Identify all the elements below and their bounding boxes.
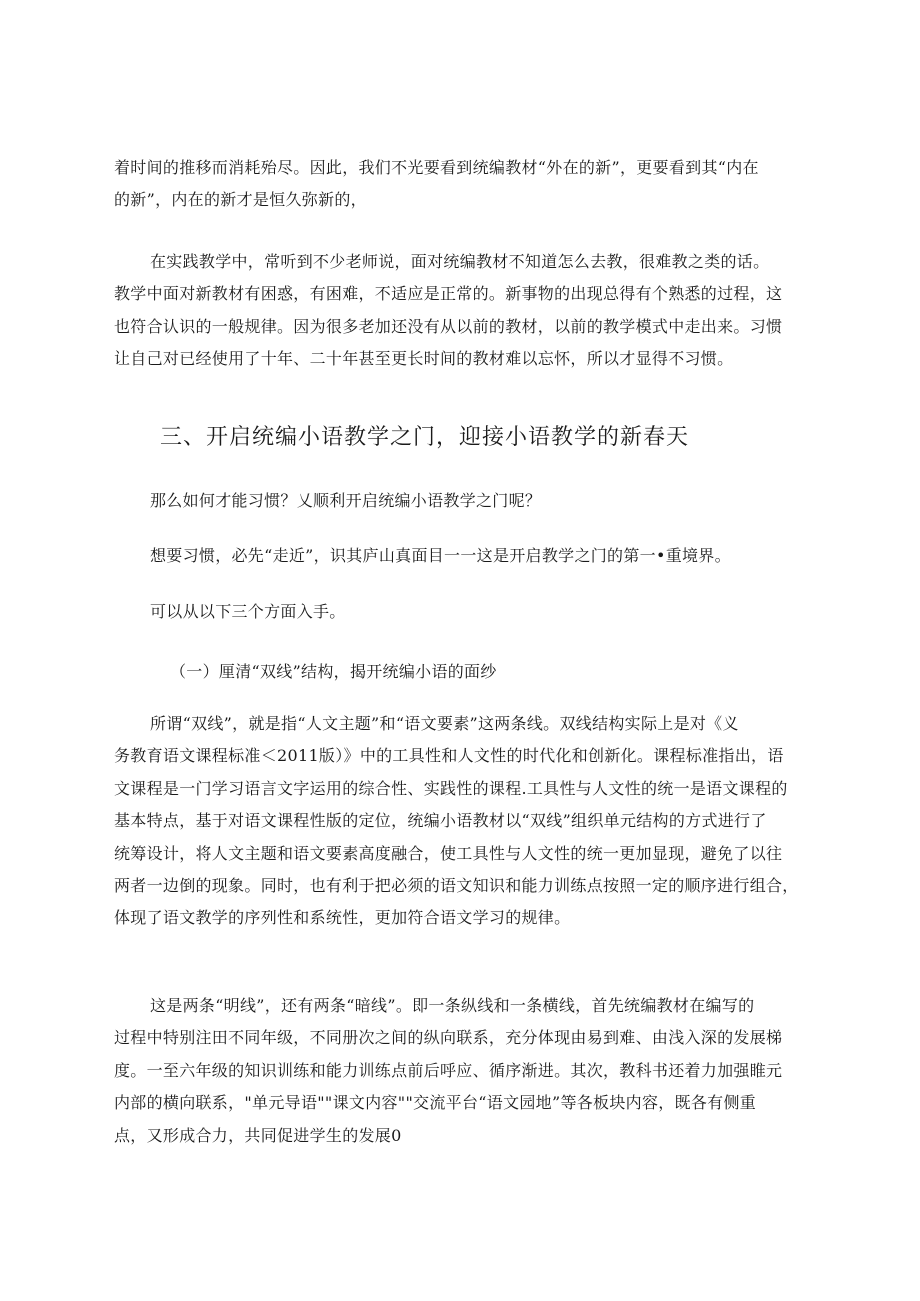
- paragraph-4: [114, 990, 824, 1152]
- paragraph-3-line-5: 统筹设计，将人文主题和语文要素高度融合，使工具性与人文性的统一更加显现，避免了以往: [114, 843, 783, 863]
- paragraph-4-line-4: 内部的横向联系，"单元导语""课文内容""交流平台“语文园地”等各板块内容，既各有侧重: [114, 1093, 757, 1113]
- paragraph-3-line-7: 体现了语文教学的序列性和系统性，更加符合语文学习的规律。: [114, 908, 571, 928]
- aspects-line: 可以从以下三个方面入手。: [150, 602, 346, 621]
- paragraph-1: [114, 152, 824, 217]
- paragraph-3: [114, 708, 824, 935]
- paragraph-1-line-2: 的新”，内在的新才是恒久弥新的，: [114, 190, 367, 210]
- paragraph-3-line-2: 务教育语文课程标准＜2011版）》中的工具性和人文性的时代化和创新化。课程标准指出，语: [114, 746, 784, 766]
- paragraph-3-line-3: 文课程是一门学习语言文字运用的综合性、实践性的课程.工具性与人文性的统一是语文课程的: [114, 778, 788, 798]
- paragraph-4-line-2: 过程中特别注田不同年级，不同册次之间的纵向联系，充分体现由易到难、由浅入深的发展梯: [114, 1028, 783, 1048]
- sub-heading: （一）厘清“双线”结构，揭开统编小语的面纱: [170, 662, 497, 681]
- paragraph-4-line-5: 点，又形成合力，共同促进学生的发展0: [114, 1125, 402, 1145]
- paragraph-2-line-2: 教学中面对新教材有困惑，有困难，不适应是正常的。新事物的出现总得有个熟悉的过程，这: [114, 284, 783, 304]
- paragraph-4-line-3: 度。一至六年级的知识训练和能力训练点前后呼应、循序渐进。其次，教科书还着力加强睢元: [114, 1060, 783, 1080]
- paragraph-3-line-6: 两者一边倒的现象。同时，也有利于把必须的语文知识和能力训练点按照一定的顺序进行组合，: [114, 876, 799, 896]
- section-heading: 三、开启统编小语教学之门，迎接小语教学的新春天: [160, 425, 690, 450]
- paragraph-2-line-3: 也符合认识的一般规律。因为很多老加还没有从以前的教材，以前的教学模式中走出来。习惯: [114, 316, 783, 336]
- paragraph-2-line-4: 让自己对已经使用了十年、二十年甚至更长时间的教材难以忘怀，所以才显得不习惯。: [114, 349, 734, 369]
- paragraph-1-line-1: 着时间的推移而消耗殆尽。因此，我们不光要看到统编教材“外在的新”，更要看到其“内在: [114, 158, 759, 177]
- paragraph-4-line-1: 这是两条“明线”，还有两条“暗线”。即一条纵线和一条横线，首先统编教材在编写的: [150, 996, 755, 1015]
- question-line: 那么如何才能习惯？乂顺利开启统编小语教学之门呢？: [150, 491, 542, 510]
- paragraph-2: [114, 246, 824, 376]
- approach-line: 想要习惯，必先“走近”，识其庐山真面目一一这是开启教学之门的第一•重境界。: [150, 546, 731, 565]
- paragraph-3-line-1: 所谓“双线”，就是指“人文主题”和“语文要素”这两条线。双线结构实际上是对《义: [150, 714, 739, 733]
- paragraph-3-line-4: 基本特点，基于对语文课程性版的定位，统编小语教材以“双线”组织单元结构的方式进行了: [114, 811, 767, 831]
- paragraph-2-line-1: 在实践教学中，常听到不少老师说，面对统编教材不知道怎么去教，很难教之类的话。: [150, 252, 770, 271]
